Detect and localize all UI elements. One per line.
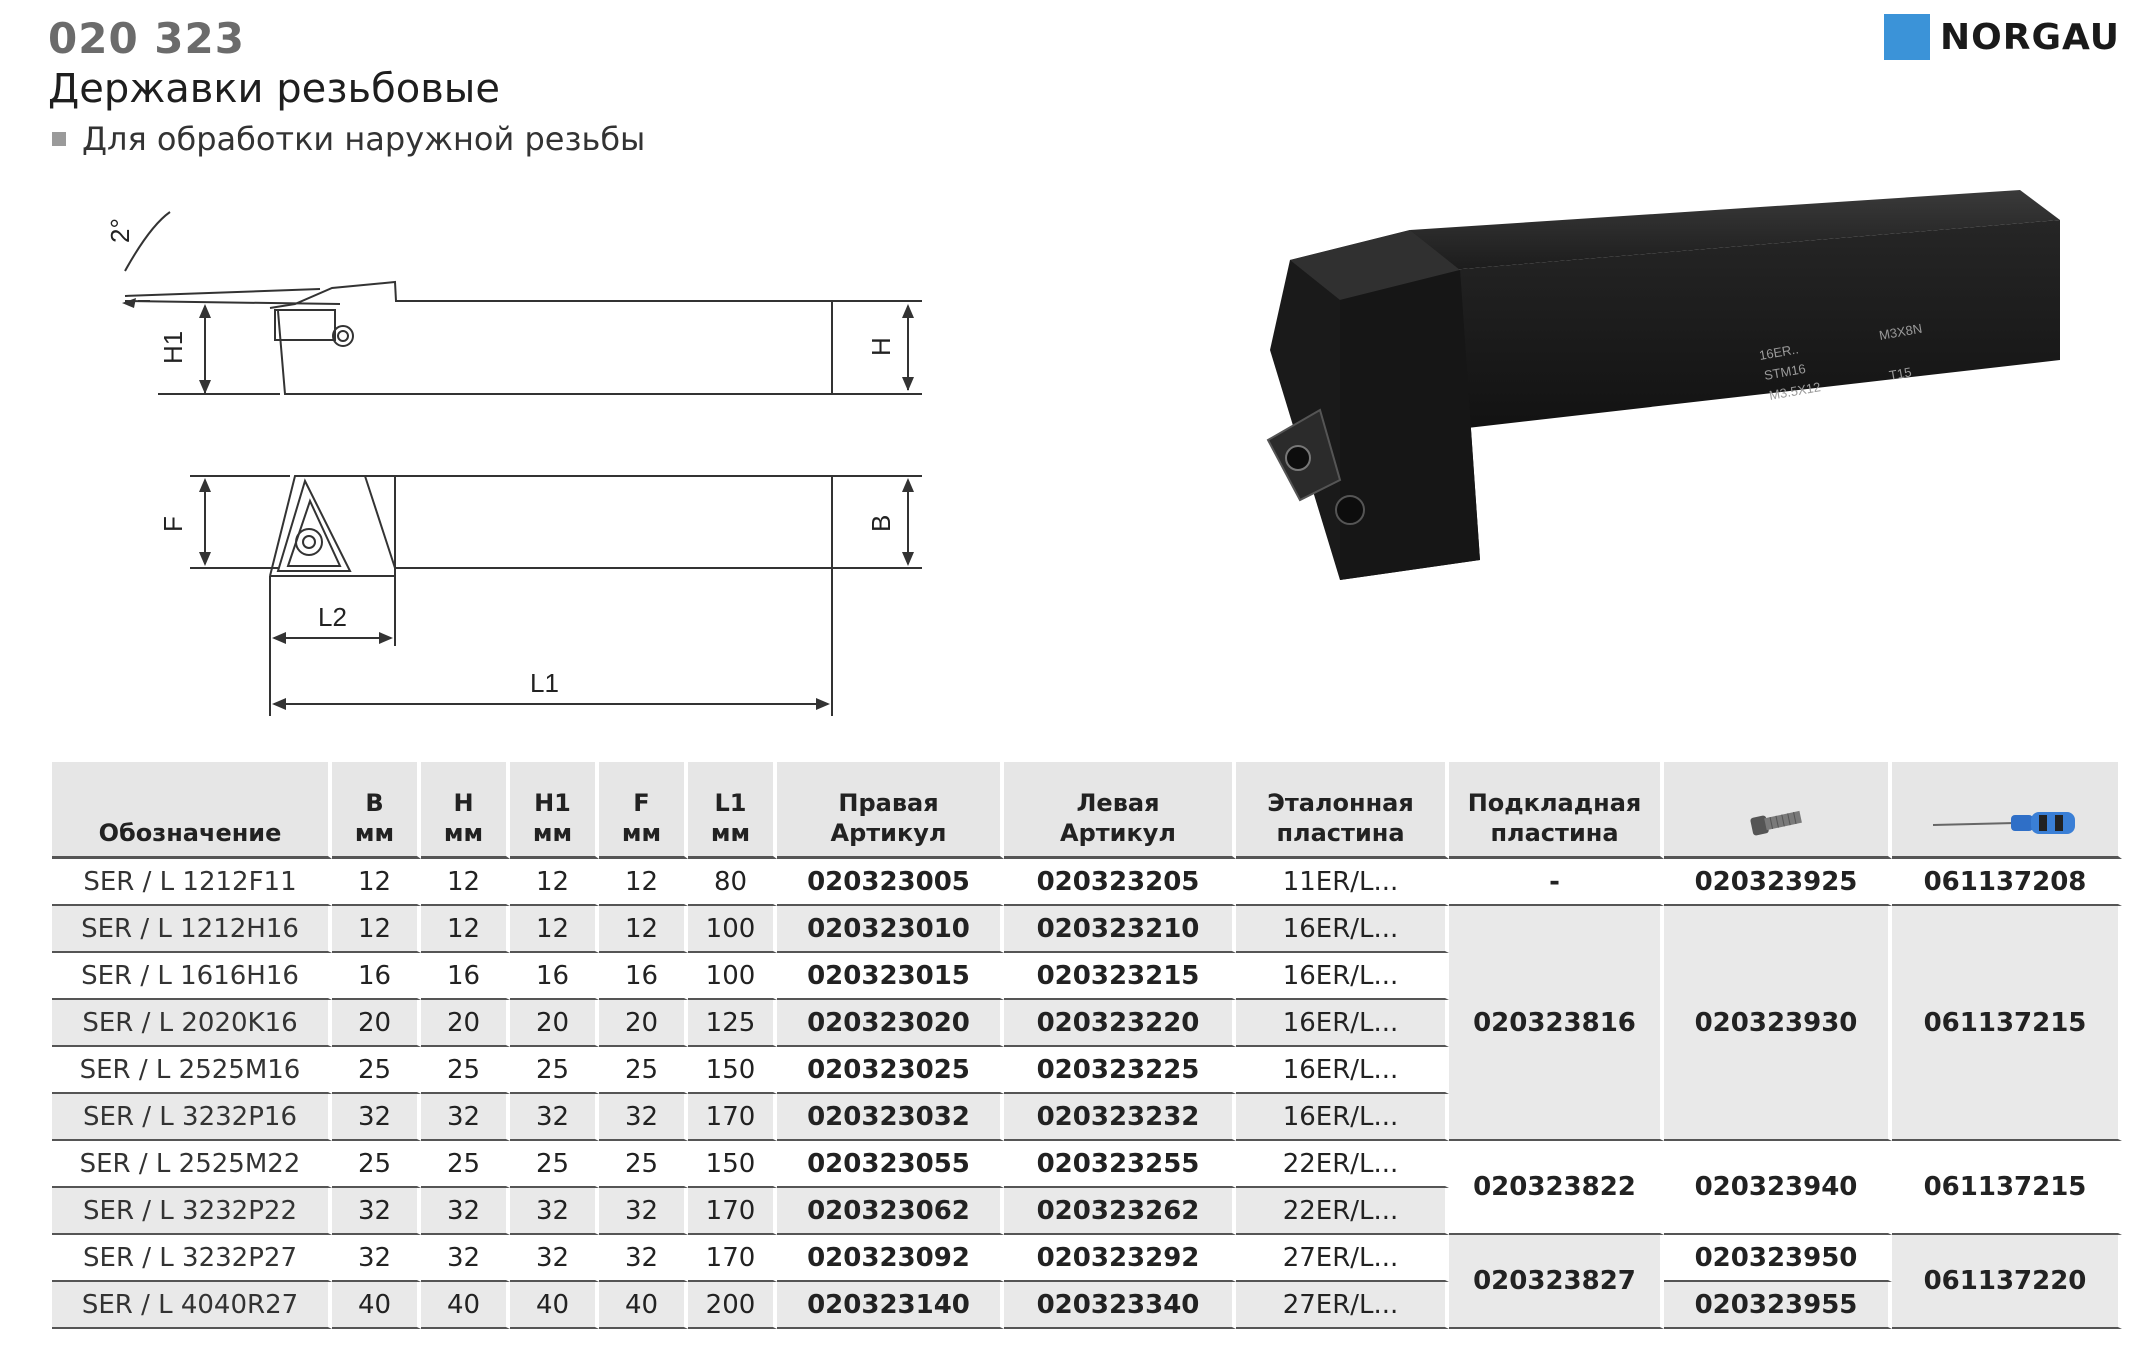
cell-h1: 20 (510, 1000, 599, 1047)
cell-right: 020323055 (777, 1141, 1004, 1188)
cell-right: 020323025 (777, 1047, 1004, 1094)
cell-h1: 12 (510, 906, 599, 953)
cell-b: 20 (332, 1000, 421, 1047)
cell-insert: 27ER/L... (1236, 1282, 1449, 1329)
cell-driver: 061137215 (1892, 1141, 2122, 1235)
cell-insert: 22ER/L... (1236, 1188, 1449, 1235)
cell-f: 25 (599, 1047, 688, 1094)
cell-h: 40 (421, 1282, 510, 1329)
cell-h: 12 (421, 859, 510, 906)
photo-mark-1: 16ER.. (1757, 341, 1800, 363)
page-title: Державки резьбовые (48, 66, 500, 112)
brand-square-icon (1884, 14, 1930, 60)
spec-table (52, 762, 2112, 1329)
col-left: Левая Артикул (1004, 762, 1236, 859)
cell-b: 32 (332, 1235, 421, 1282)
col-b: B мм (332, 762, 421, 859)
cell-f: 16 (599, 953, 688, 1000)
cell-b: 32 (332, 1094, 421, 1141)
col-screw (1664, 762, 1892, 859)
cell-f: 25 (599, 1141, 688, 1188)
cell-left: 020323340 (1004, 1282, 1236, 1329)
cell-screw: 020323940 (1664, 1141, 1892, 1235)
cell-l1: 150 (688, 1047, 777, 1094)
f-label: F (158, 516, 188, 532)
cell-l1: 100 (688, 906, 777, 953)
cell-f: 32 (599, 1094, 688, 1141)
col-h1: H1 мм (510, 762, 599, 859)
cell-designation: SER / L 2020K16 (52, 1000, 332, 1047)
col-right: Правая Артикул (777, 762, 1004, 859)
cell-left: 020323255 (1004, 1141, 1236, 1188)
photo-mark-4: M3X8N (1877, 320, 1924, 343)
cell-h1: 25 (510, 1047, 599, 1094)
cell-insert: 16ER/L... (1236, 953, 1449, 1000)
cell-insert: 27ER/L... (1236, 1235, 1449, 1282)
cell-designation: SER / L 2525M22 (52, 1141, 332, 1188)
cell-b: 25 (332, 1141, 421, 1188)
cell-left: 020323210 (1004, 906, 1236, 953)
col-f: F мм (599, 762, 688, 859)
cell-shim: 020323816 (1449, 906, 1664, 1141)
col-h: H мм (421, 762, 510, 859)
table-header-row (52, 762, 2122, 859)
col-driver (1892, 762, 2122, 859)
cell-left: 020323205 (1004, 859, 1236, 906)
drawing-svg (100, 186, 960, 716)
col-insert: Эталонная пластина (1236, 762, 1449, 859)
cell-h1: 32 (510, 1235, 599, 1282)
cell-designation: SER / L 1212F11 (52, 859, 332, 906)
cell-insert: 16ER/L... (1236, 1094, 1449, 1141)
h1-label: H1 (158, 330, 188, 364)
cell-designation: SER / L 2525M16 (52, 1047, 332, 1094)
table-row (52, 1141, 2122, 1188)
cell-left: 020323232 (1004, 1094, 1236, 1141)
cell-insert: 11ER/L... (1236, 859, 1449, 906)
brand-logo (1884, 14, 2120, 60)
cell-left: 020323220 (1004, 1000, 1236, 1047)
cell-l1: 170 (688, 1094, 777, 1141)
photo-mark-2: STM16 (1762, 360, 1807, 383)
cell-f: 20 (599, 1000, 688, 1047)
cell-right: 020323020 (777, 1000, 1004, 1047)
screw-icon (1741, 801, 1811, 841)
cell-left: 020323262 (1004, 1188, 1236, 1235)
cell-f: 32 (599, 1188, 688, 1235)
table-row (52, 859, 2122, 906)
cell-h1: 40 (510, 1282, 599, 1329)
table-row (52, 906, 2122, 953)
cell-f: 12 (599, 906, 688, 953)
cell-h1: 12 (510, 859, 599, 906)
cell-left: 020323215 (1004, 953, 1236, 1000)
bullet-icon (52, 132, 66, 146)
cell-b: 12 (332, 906, 421, 953)
brand-name: NORGAU (1940, 16, 2120, 58)
cell-shim: 020323822 (1449, 1141, 1664, 1235)
table-row (52, 1235, 2122, 1282)
cell-shim: 020323827 (1449, 1235, 1664, 1329)
cell-screw: 020323955 (1664, 1282, 1892, 1329)
cell-driver: 061137208 (1892, 859, 2122, 906)
cell-right: 020323005 (777, 859, 1004, 906)
cell-l1: 100 (688, 953, 777, 1000)
cell-screw: 020323930 (1664, 906, 1892, 1141)
cell-h: 25 (421, 1141, 510, 1188)
cell-designation: SER / L 3232P22 (52, 1188, 332, 1235)
cell-h: 25 (421, 1047, 510, 1094)
catalog-code: 020 323 (48, 14, 245, 63)
cell-screw: 020323950 (1664, 1235, 1892, 1282)
cell-l1: 170 (688, 1188, 777, 1235)
photo-mark-5: T15 (1887, 364, 1913, 383)
cell-l1: 170 (688, 1235, 777, 1282)
screwdriver-icon (1925, 801, 2085, 841)
cell-driver: 061137215 (1892, 906, 2122, 1141)
cell-b: 40 (332, 1282, 421, 1329)
cell-f: 32 (599, 1235, 688, 1282)
col-l1: L1 мм (688, 762, 777, 859)
cell-l1: 150 (688, 1141, 777, 1188)
col-shim: Подкладная пластина (1449, 762, 1664, 859)
cell-designation: SER / L 1616H16 (52, 953, 332, 1000)
cell-right: 020323140 (777, 1282, 1004, 1329)
cell-left: 020323292 (1004, 1235, 1236, 1282)
cell-b: 12 (332, 859, 421, 906)
cell-insert: 16ER/L... (1236, 1000, 1449, 1047)
cell-h: 32 (421, 1235, 510, 1282)
cell-b: 25 (332, 1047, 421, 1094)
cell-h: 12 (421, 906, 510, 953)
cell-f: 12 (599, 859, 688, 906)
cell-l1: 80 (688, 859, 777, 906)
cell-h: 32 (421, 1094, 510, 1141)
cell-left: 020323225 (1004, 1047, 1236, 1094)
b-label: B (866, 514, 896, 532)
product-photo (1230, 180, 2080, 604)
subtitle-text: Для обработки наружной резьбы (82, 120, 646, 158)
cell-b: 16 (332, 953, 421, 1000)
cell-h: 20 (421, 1000, 510, 1047)
cell-h1: 32 (510, 1094, 599, 1141)
cell-h1: 16 (510, 953, 599, 1000)
cell-designation: SER / L 3232P16 (52, 1094, 332, 1141)
cell-right: 020323032 (777, 1094, 1004, 1141)
cell-l1: 125 (688, 1000, 777, 1047)
cell-designation: SER / L 3232P27 (52, 1235, 332, 1282)
tool-holder-image (1230, 180, 2080, 600)
cell-h1: 32 (510, 1188, 599, 1235)
photo-mark-3: M3.5X12 (1767, 379, 1822, 403)
cell-f: 40 (599, 1282, 688, 1329)
cell-insert: 22ER/L... (1236, 1141, 1449, 1188)
cell-right: 020323015 (777, 953, 1004, 1000)
angle-label: 2° (105, 218, 135, 243)
cell-driver: 061137220 (1892, 1235, 2122, 1329)
cell-insert: 16ER/L... (1236, 1047, 1449, 1094)
cell-b: 32 (332, 1188, 421, 1235)
cell-screw: 020323925 (1664, 859, 1892, 906)
table-row (52, 1282, 2122, 1329)
col-designation: Обозначение (52, 762, 332, 859)
cell-l1: 200 (688, 1282, 777, 1329)
cell-h: 16 (421, 953, 510, 1000)
cell-designation: SER / L 1212H16 (52, 906, 332, 953)
cell-h: 32 (421, 1188, 510, 1235)
subtitle (52, 120, 645, 158)
cell-right: 020323062 (777, 1188, 1004, 1235)
cell-right: 020323092 (777, 1235, 1004, 1282)
cell-shim: - (1449, 859, 1664, 906)
l1-label: L1 (530, 668, 559, 698)
cell-designation: SER / L 4040R27 (52, 1282, 332, 1329)
l2-label: L2 (318, 602, 347, 632)
cell-right: 020323010 (777, 906, 1004, 953)
h-label: H (866, 337, 896, 356)
cell-h1: 25 (510, 1141, 599, 1188)
cell-insert: 16ER/L... (1236, 906, 1449, 953)
technical-drawing (100, 186, 960, 720)
